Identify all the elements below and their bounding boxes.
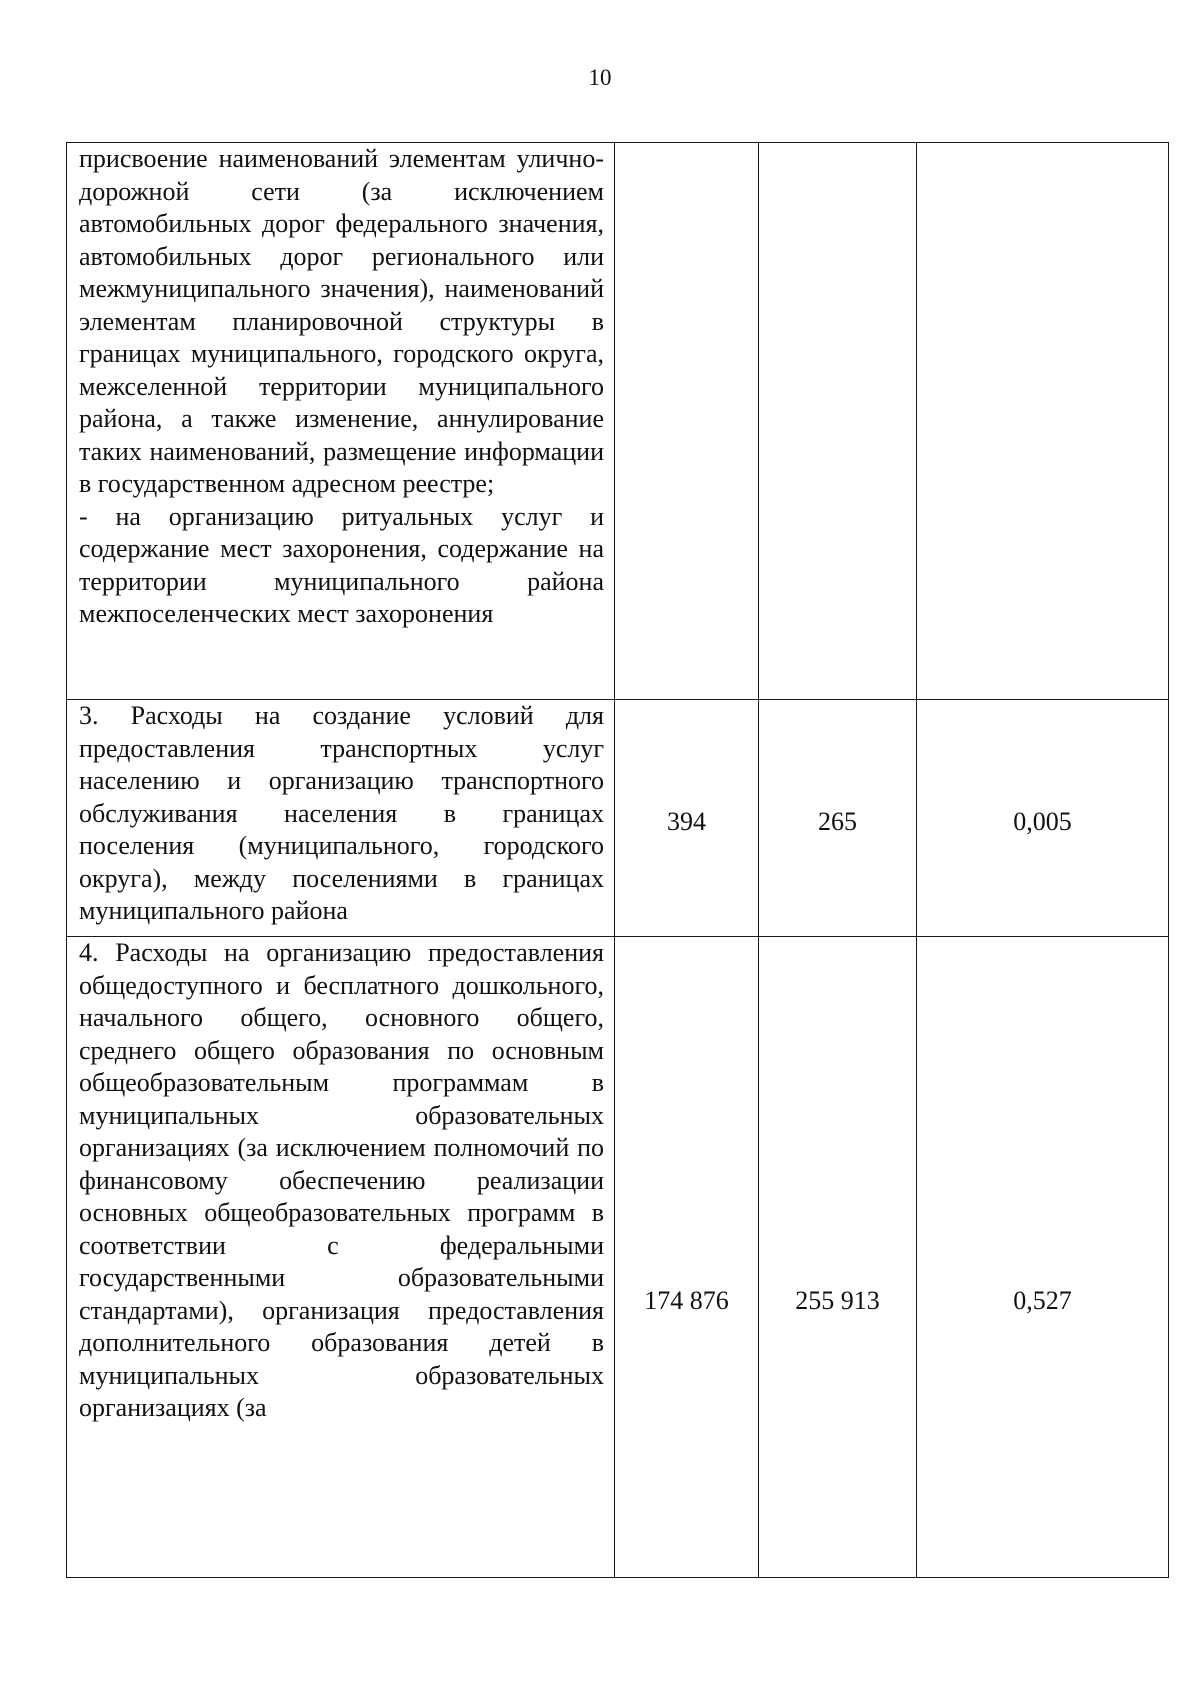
table-row <box>67 937 1169 1578</box>
description-paragraph: присвоение наименований элементам улично-дорожной сети (за исключением автомобильных дорог федерального значения, автомобильных дорог регионального или межмуниципального значения), наименований элементам планировочной структуры в границах муниципального, городского округа, межселенной территории муниципального района, а также изменение, аннулирование таких наименований, размещение информации в государственном адресном реестре; <box>79 144 604 498</box>
value-cell-b: 255 913 <box>759 937 917 1578</box>
budget-table <box>66 142 1169 1578</box>
value-cell-b <box>759 143 917 700</box>
value-cell-c: 0,527 <box>917 937 1169 1578</box>
value-cell-a: 394 <box>615 700 759 937</box>
description-cell <box>67 143 615 700</box>
table-row <box>67 700 1169 937</box>
description-paragraph: - на организацию ритуальных услуг и содержание мест захоронения, содержание на территории муниципального района межпоселенческих мест захоронения <box>79 501 604 628</box>
table-row <box>67 143 1169 700</box>
value-cell-a <box>615 143 759 700</box>
page-number: 10 <box>588 65 612 90</box>
description-paragraph: 3. Расходы на создание условий для предоставления транспортных услуг населению и организацию транспортного обслуживания населения в границах поселения (муниципального, городского округа), между поселениями в границах муниципального района <box>79 701 604 925</box>
description-paragraph: 4. Расходы на организацию предоставления общедоступного и бесплатного дошкольного, начального общего, основного общего, среднего общего образования по основным общеобразовательным программам в муниципальных образовательных организациях (за исключением полномочий по финансовому обеспечению реализации основных общеобразовательных программ в соответствии с федеральными государственными образовательными стандартами), организация предоставления дополнительного образования детей в муниципальных образовательных организациях (за <box>79 938 604 1422</box>
value-cell-c <box>917 143 1169 700</box>
value-cell-c: 0,005 <box>917 700 1169 937</box>
description-cell <box>67 937 615 1578</box>
description-cell <box>67 700 615 937</box>
value-cell-b: 265 <box>759 700 917 937</box>
value-cell-a: 174 876 <box>615 937 759 1578</box>
